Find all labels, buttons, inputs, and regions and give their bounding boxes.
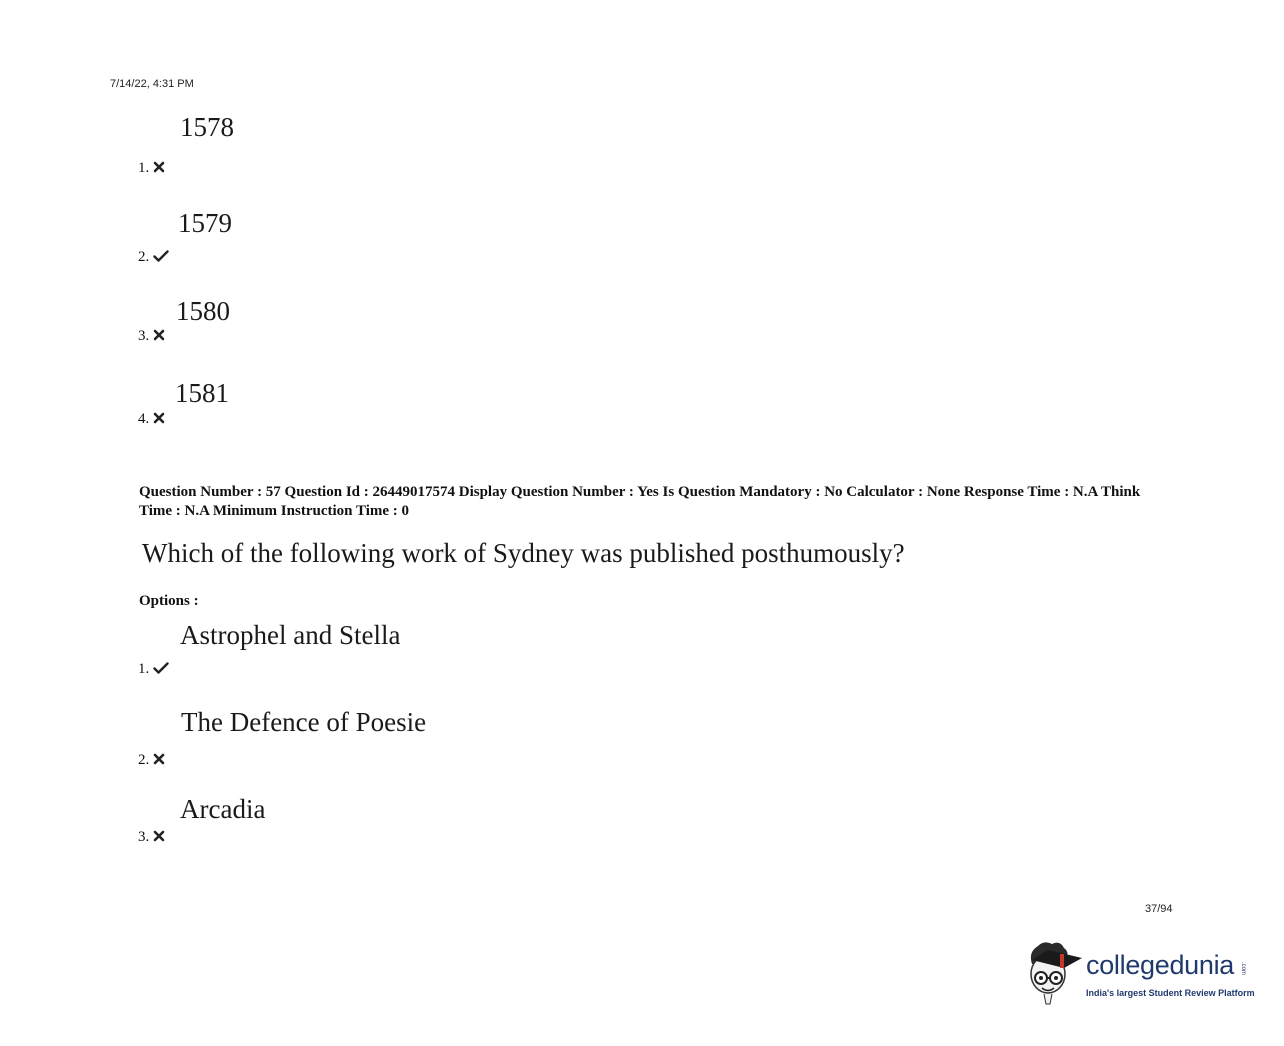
question-text: Which of the following work of Sydney was published posthumously? [142,538,905,568]
cross-icon [153,329,165,341]
brand-name: collegedunia [1086,950,1235,980]
option-answer: The Defence of Poesie [181,707,427,737]
option-number: 2. [138,249,150,265]
option-answer: 1578 [180,112,234,142]
cross-icon [153,830,165,842]
options-label: Options : [139,593,199,609]
option-number: 3. [138,829,150,845]
collegedunia-logo [1024,938,1264,1010]
timestamp: 7/14/22, 4:31 PM [110,78,194,90]
cross-icon [153,412,165,424]
check-icon [153,662,169,674]
option-answer: Astrophel and Stella [180,620,401,650]
brand-suffix: .com [1240,962,1246,976]
cross-icon [153,161,165,173]
question-meta: Question Number : 57 Question Id : 26449017574 Display Question Number : Yes Is Question Mandatory : No Calculator : None Response Time : N.A Think Time : N.A Minimum Instruction Time : 0 [139,484,1141,519]
option-number: 1. [138,661,150,677]
option-number: 1. [138,160,150,176]
mascot-icon [1024,938,1086,1010]
option-answer: 1581 [175,378,229,408]
option-answer: 1579 [178,208,232,238]
brand-tagline: India's largest Student Review Platform [1086,988,1255,998]
option-answer: 1580 [176,296,230,326]
page-number: 37/94 [1145,903,1173,915]
option-number: 2. [138,752,150,768]
option-number: 4. [138,411,150,427]
option-number: 3. [138,328,150,344]
cross-icon [153,753,165,765]
check-icon [153,250,169,262]
option-answer: Arcadia [180,794,266,824]
